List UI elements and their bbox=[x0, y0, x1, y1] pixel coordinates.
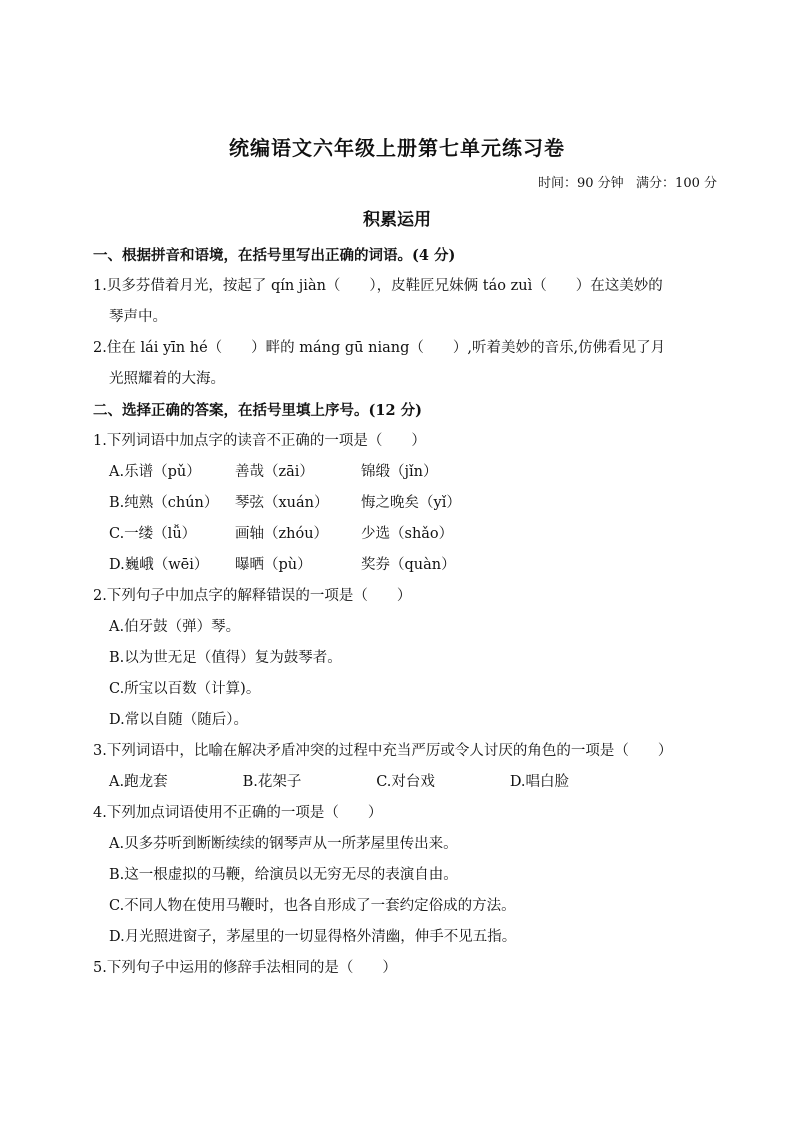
option-cell: 锦缎（jǐn） bbox=[361, 464, 438, 480]
question-content bbox=[93, 240, 723, 984]
p2-q2-stem: 2.下列句子中加点字的解释错误的一项是（ ） bbox=[93, 588, 412, 604]
p2-q1-stem: 1.下列词语中加点字的读音不正确的一项是（ ） bbox=[93, 433, 426, 449]
option-cell: B.花架子 bbox=[242, 774, 302, 790]
p2-q1-row-d bbox=[93, 550, 723, 581]
option-cell: D.巍峨（wēi） bbox=[109, 557, 209, 573]
option-cell: 画轴（zhóu） bbox=[235, 526, 329, 542]
p1-q2-line2: 光照耀着的大海。 bbox=[109, 371, 225, 387]
option-cell: 善哉（zāi） bbox=[235, 464, 314, 480]
option-cell: A.跑龙套 bbox=[109, 774, 168, 790]
p2-q4-stem: 4.下列加点词语使用不正确的一项是（ ） bbox=[93, 805, 383, 821]
time-limit: 时间：90 分钟 bbox=[537, 176, 624, 191]
p2-q1-row-b bbox=[93, 488, 723, 519]
p2-q2-option-c: C.所宝以百数（计算)。 bbox=[109, 681, 261, 697]
p2-q2-option-d: D.常以自随（随后）。 bbox=[109, 712, 248, 728]
p2-q4-option-d: D.月光照进窗子，茅屋里的一切显得格外清幽，伸手不见五指。 bbox=[109, 929, 517, 945]
p2-q4-option-c: C.不同人物在使用马鞭时，也各自形成了一套约定俗成的方法。 bbox=[109, 898, 516, 914]
p2-q2-option-a: A.伯牙鼓（弹）琴。 bbox=[109, 619, 241, 635]
section-title: 积累运用 bbox=[363, 210, 431, 230]
option-cell: 奖券（quàn） bbox=[361, 557, 456, 573]
option-cell: A.乐谱（pǔ） bbox=[109, 464, 201, 480]
option-cell: B.纯熟（chún） bbox=[109, 495, 219, 511]
p2-q5-stem: 5.下列句子中运用的修辞手法相同的是（ ） bbox=[93, 960, 397, 976]
option-cell: 琴弦（xuán） bbox=[235, 495, 329, 511]
p2-q3-stem: 3.下列词语中，比喻在解决矛盾冲突的过程中充当严厉或令人讨厌的角色的一项是（ ） bbox=[93, 743, 673, 759]
option-cell: D.唱白脸 bbox=[509, 774, 570, 790]
option-cell: 悔之晚矣（yǐ） bbox=[361, 495, 461, 511]
exam-meta bbox=[538, 172, 717, 191]
option-cell: C.一缕（lǚ） bbox=[109, 526, 197, 542]
p1-q1-line2: 琴声中。 bbox=[109, 309, 167, 325]
full-score: 满分：100 分 bbox=[636, 176, 717, 191]
p2-q2-option-b: B.以为世无足（值得）复为鼓琴者。 bbox=[109, 650, 342, 666]
p2-q1-row-a bbox=[93, 457, 723, 488]
option-cell: C.对台戏 bbox=[376, 774, 435, 790]
p2-q4-option-a: A.贝多芬听到断断续续的钢琴声从一所茅屋里传出来。 bbox=[109, 836, 458, 852]
document-title: 统编语文六年级上册第七单元练习卷 bbox=[229, 136, 565, 160]
p2-q1-row-c bbox=[93, 519, 723, 550]
option-cell: 少选（shǎo） bbox=[361, 526, 454, 542]
p2-q3-options bbox=[93, 767, 723, 798]
p1-q1-line1: 1.贝多芬借着月光，按起了 qín jiàn（ ），皮鞋匠兄妹俩 táo zuì（ ）在这美妙的 bbox=[93, 278, 663, 294]
option-cell: 曝晒（pù） bbox=[235, 557, 312, 573]
part2-header: 二、选择正确的答案，在括号里填上序号。(12 分) bbox=[93, 402, 422, 419]
p2-q4-option-b: B.这一根虚拟的马鞭，给演员以无穷无尽的表演自由。 bbox=[109, 867, 458, 883]
part1-header: 一、根据拼音和语境，在括号里写出正确的词语。(4 分) bbox=[93, 247, 456, 264]
p1-q2-line1: 2.住在 lái yīn hé（ ）畔的 máng gū niang（ ）,听着美妙的音乐,仿佛看见了月 bbox=[93, 340, 666, 356]
